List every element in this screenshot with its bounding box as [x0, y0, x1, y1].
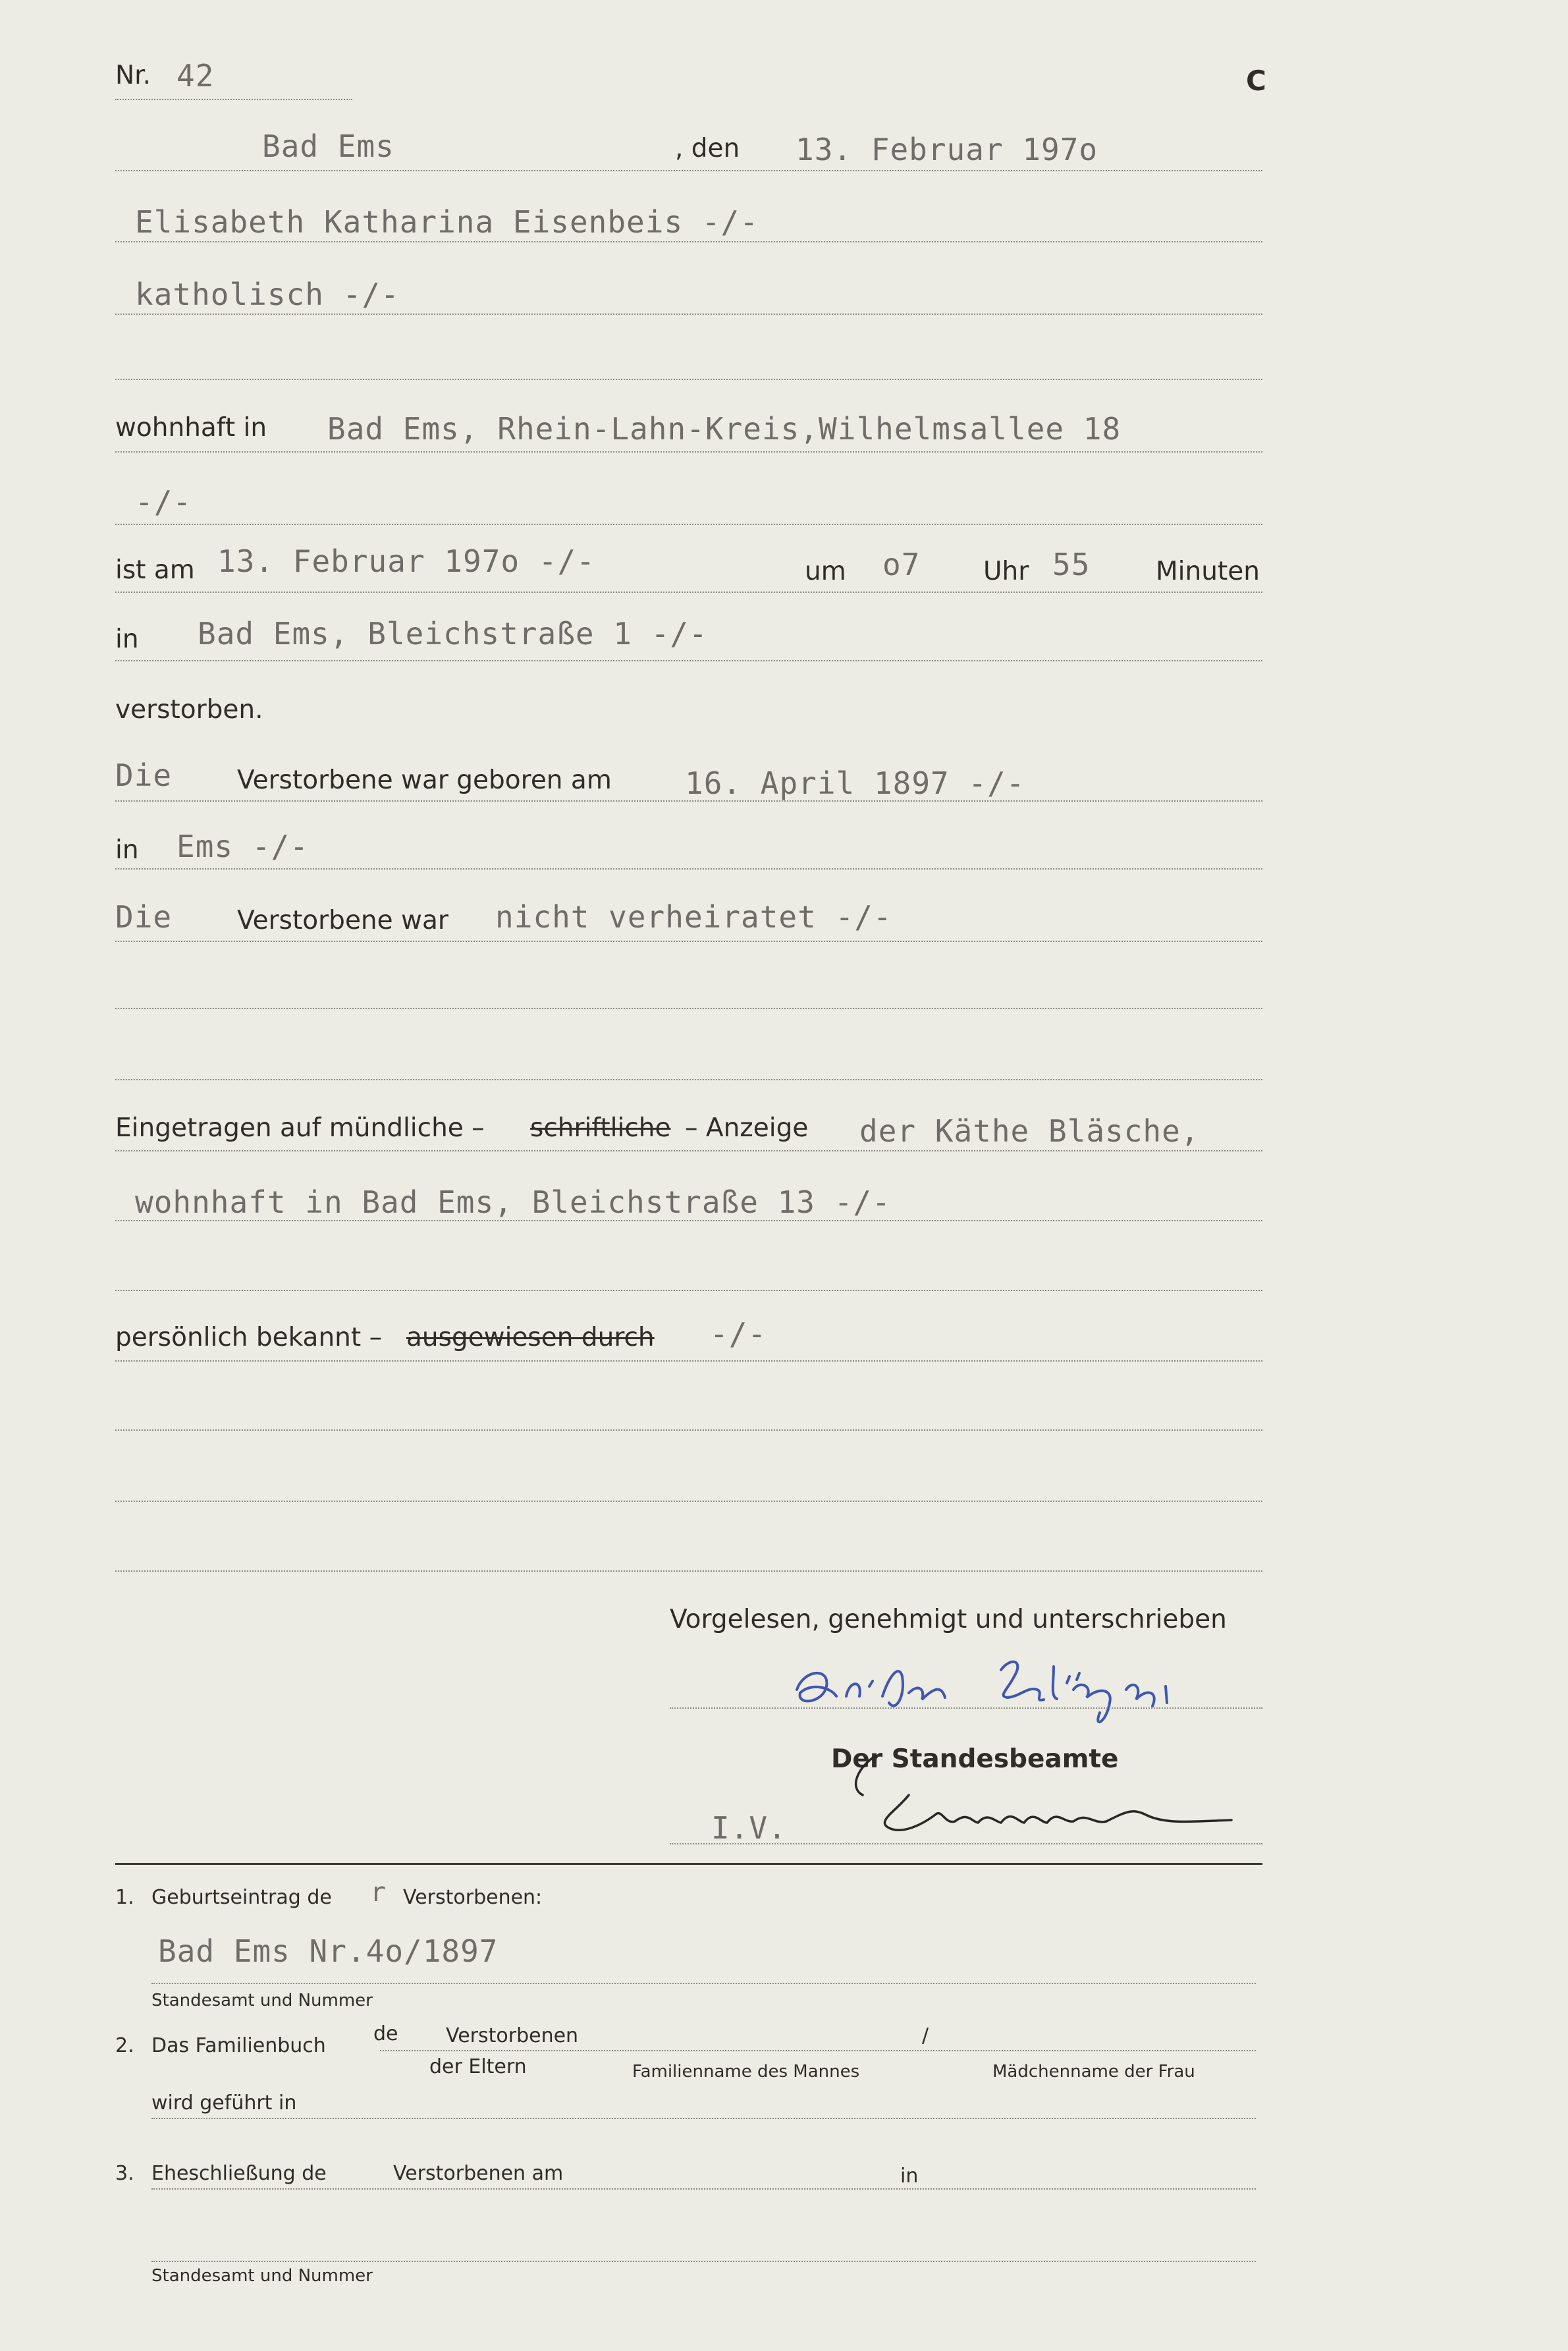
identity-struck: ausgewiesen durch — [406, 1323, 655, 1352]
den-label: , den — [675, 134, 740, 163]
birth-date: 16. April 1897 -/- — [685, 765, 1025, 801]
note-2-eltern: der Eltern — [429, 2055, 527, 2078]
nr-label: Nr. — [115, 61, 151, 90]
record-number: 42 — [176, 58, 215, 94]
death-place: Bad Ems, Bleichstraße 1 -/- — [198, 616, 708, 651]
um-label: um — [805, 557, 846, 586]
marital-line — [115, 941, 1262, 942]
death-place-line — [115, 660, 1262, 661]
note-3-caption: Standesamt und Nummer — [151, 2266, 373, 2286]
note-2-de: de — [373, 2022, 398, 2045]
note-2-slash: / — [922, 2024, 929, 2047]
note-1-caption: Standesamt und Nummer — [151, 1991, 373, 2010]
identity-line — [115, 1360, 1262, 1362]
official-label: Der Standesbeamte — [831, 1744, 1119, 1774]
death-time-line — [115, 592, 1262, 593]
blank-line-3 — [115, 1079, 1262, 1080]
religion-line — [115, 314, 1262, 315]
death-hour: o7 — [882, 547, 921, 582]
note-3-line — [151, 2188, 1256, 2190]
residence-value: Bad Ems, Rhein-Lahn-Kreis,Wilhelmsallee 18 — [327, 411, 1122, 447]
informant-line-2 — [115, 1220, 1262, 1221]
form-letter: C — [1246, 65, 1266, 97]
blank-line-2 — [115, 1008, 1262, 1009]
nr-line — [115, 99, 352, 100]
birth-die-typed: Die — [115, 758, 173, 793]
informant-label-b: – Anzeige — [685, 1113, 809, 1143]
informant-name: der Käthe Bläsche, — [859, 1113, 1200, 1149]
note-3-label-2: Verstorbenen am — [393, 2162, 564, 2185]
wohnhaft-label: wohnhaft in — [115, 413, 267, 443]
deceased-name: Elisabeth Katharina Eisenbeis -/- — [135, 204, 759, 240]
blank-line-4 — [115, 1290, 1262, 1291]
note-2-caption-wife: Mädchenname der Frau — [992, 2062, 1195, 2082]
informant-address: wohnhaft in Bad Ems, Bleichstraße 13 -/- — [135, 1184, 891, 1220]
note-2-caption-husband: Familienname des Mannes — [632, 2062, 860, 2082]
registry-place: Bad Ems — [262, 128, 394, 164]
birth-date-line — [115, 800, 1262, 802]
note-3-in: in — [900, 2165, 919, 2188]
note-2-verstorbenen: Verstorbenen — [446, 2024, 579, 2047]
residence-line — [115, 451, 1262, 453]
birth-record-ref: Bad Ems Nr.4o/1897 — [158, 1933, 499, 1969]
note-1-typed-r: r — [370, 1877, 387, 1908]
note-1-label-2: Verstorbenen: — [403, 1886, 543, 1909]
note-2-label-2: wird geführt in — [151, 2091, 297, 2115]
informant-label-struck: schriftliche — [530, 1113, 671, 1143]
note-1-label: Geburtseintrag de — [151, 1886, 332, 1909]
read-approved-label: Vorgelesen, genehmigt und unterschrieben — [670, 1605, 1227, 1634]
residence-line-2 — [115, 524, 1262, 525]
blank-line-6 — [115, 1501, 1262, 1502]
blank-line-7 — [115, 1570, 1262, 1572]
note-2-line-2 — [151, 2118, 1256, 2119]
informant-label-a: Eingetragen auf mündliche – — [115, 1113, 485, 1143]
informant-line — [115, 1150, 1262, 1151]
verstorben-label: verstorben. — [115, 695, 263, 725]
birth-place: Ems -/- — [176, 829, 309, 864]
name-line — [115, 241, 1262, 242]
death-date: 13. Februar 197o -/- — [217, 543, 595, 579]
birth-in-label: in — [115, 835, 139, 865]
informant-signature-line — [670, 1707, 1262, 1709]
marital-die-typed: Die — [115, 899, 173, 935]
official-signature-line — [670, 1843, 1262, 1844]
note-3-number: 3. — [115, 2162, 134, 2185]
registry-date: 13. Februar 197o — [796, 132, 1098, 167]
in-label: in — [115, 624, 139, 654]
marital-status: nicht verheiratet -/- — [495, 899, 892, 935]
death-minute: 55 — [1052, 547, 1091, 582]
note-3-line-2 — [151, 2261, 1256, 2262]
section-divider — [115, 1863, 1262, 1865]
blank-line-5 — [115, 1429, 1262, 1431]
ist-am-label: ist am — [115, 555, 195, 585]
blank-line-1 — [115, 379, 1262, 380]
note-2-number: 2. — [115, 2034, 134, 2057]
note-2-label: Das Familienbuch — [151, 2034, 326, 2057]
birth-place-line — [115, 868, 1262, 870]
note-3-label: Eheschließung de — [151, 2162, 327, 2185]
informant-signature — [784, 1650, 1264, 1736]
iv-typed: I.V. — [711, 1810, 787, 1846]
note-2-line — [380, 2050, 1256, 2051]
marital-label: Verstorbene war — [237, 906, 448, 935]
official-signature — [836, 1749, 1258, 1848]
uhr-label: Uhr — [983, 557, 1029, 586]
identity-label: persönlich bekannt – — [115, 1323, 383, 1352]
residence-value-cont: -/- — [135, 484, 192, 520]
place-date-line — [115, 170, 1262, 171]
deceased-religion: katholisch -/- — [135, 277, 400, 312]
identity-value: -/- — [710, 1316, 767, 1352]
birth-label: Verstorbene war geboren am — [237, 765, 612, 795]
note-1-number: 1. — [115, 1886, 134, 1909]
minuten-label: Minuten — [1156, 557, 1260, 586]
note-1-line — [151, 1983, 1256, 1984]
